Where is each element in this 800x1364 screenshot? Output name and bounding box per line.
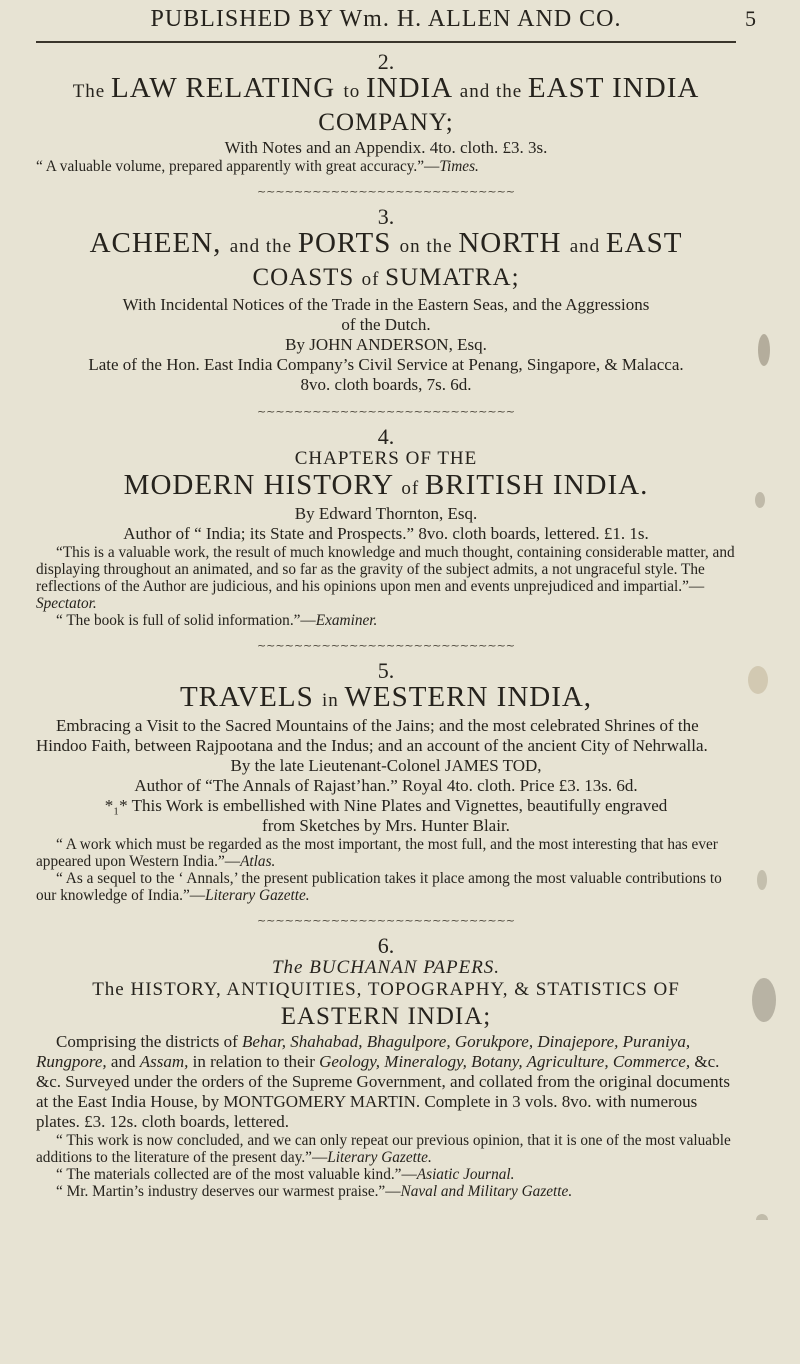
ornament-rule: ~~~~~~~~~~~~~~~~~~~~~~~~~~~~ [256, 914, 516, 927]
entry-review: “ This work is now concluded, and we can only repeat our previous opinion, that it is one of the most valuable additions to the literature of the present day.”—Literary Gazette. [36, 1132, 731, 1166]
entry-subtitle: With Incidental Notices of the Trade in the Eastern Seas, and the Aggressions [122, 295, 650, 314]
entry-affiliation: Late of the Hon. East India Company’s Civil Service at Penang, Singapore, & Malacca. [88, 355, 684, 374]
entry-3 [36, 206, 736, 418]
entry-details: Author of “ India; its State and Prospects.” 8vo. cloth boards, lettered. £1. 1s. [123, 524, 649, 543]
entry-4 [36, 426, 736, 652]
entry-title: TRAVELS in WESTERN INDIA, [179, 681, 593, 713]
entry-author: By Edward Thornton, Esq. [294, 504, 478, 523]
entry-5 [36, 660, 736, 927]
header-rule [36, 41, 736, 43]
entry-note: *₁* This Work is embellished with Nine Plates and Vignettes, beautifully engraved [104, 796, 668, 815]
entry-title-line2: COASTS of SUMATRA; [252, 264, 520, 291]
entry-number: 2. [377, 49, 395, 74]
ornament-rule: ~~~~~~~~~~~~~~~~~~~~~~~~~~~~ [256, 639, 516, 652]
entry-author: By the late Lieutenant-Colonel JAMES TOD, [230, 756, 542, 775]
entry-title-line3: EASTERN INDIA; [280, 1003, 492, 1030]
entry-review: “ The book is full of solid information.”—Examiner. [56, 612, 378, 629]
margin-stains [742, 320, 786, 1220]
ornament-rule: ~~~~~~~~~~~~~~~~~~~~~~~~~~~~ [256, 405, 516, 418]
entry-details: 8vo. cloth boards, 7s. 6d. [300, 375, 472, 394]
entry-title-line2: COMPANY; [318, 109, 454, 136]
entry-note-2: from Sketches by Mrs. Hunter Blair. [262, 816, 510, 835]
ornament-rule: ~~~~~~~~~~~~~~~~~~~~~~~~~~~~ [256, 185, 516, 198]
page-number: 5 [745, 6, 756, 31]
entry-review: “ A valuable volume, prepared apparently with great accuracy.”—Times. [36, 158, 479, 175]
entry-subtitle-2: of the Dutch. [341, 315, 431, 334]
entry-number: 4. [377, 424, 395, 449]
entry-details: Author of “The Annals of Rajast’han.” Royal 4to. cloth. Price £3. 13s. 6d. [134, 776, 638, 795]
entry-review: “ The materials collected are of the most valuable kind.”—Asiatic Journal. [56, 1166, 515, 1183]
entry-6 [36, 935, 736, 1200]
entry-title-line1: CHAPTERS OF THE [294, 448, 478, 469]
entry-description: Comprising the districts of Behar, Shahabad, Bhagulpore, Gorukpore, Dinajepore, Puraniya, Rungpore, and Assam, in relation to their Geology, Mineralogy, Botany, Agriculture, Commerce, &c. &c. Surveyed under the orders of the Supreme Government, and collated from the original documents at the East India House, by MONTGOMERY MARTIN. Complete in 3 vols. 8vo. with numerous plates. £3. 12s. cloth boards, lettered. [36, 1032, 730, 1131]
entry-title-line2: The HISTORY, ANTIQUITIES, TOPOGRAPHY, & STATISTICS OF [92, 979, 680, 1000]
running-head: PUBLISHED BY Wm. H. ALLEN AND CO. [150, 6, 622, 32]
entry-title-line1: The BUCHANAN PAPERS. [271, 957, 501, 978]
entry-title: ACHEEN, and the PORTS on the NORTH and EAST [89, 227, 683, 259]
entry-number: 5. [377, 658, 395, 683]
entry-review: “ As a sequel to the ‘ Annals,’ the present publication takes it place among the most valuable contributions to our knowledge of India.”—Literary Gazette. [36, 870, 722, 904]
entry-title: MODERN HISTORY of BRITISH INDIA. [123, 469, 649, 501]
entry-number: 6. [377, 933, 395, 958]
entry-details: With Notes and an Appendix. 4to. cloth. £3. 3s. [224, 138, 548, 157]
entry-review: “This is a valuable work, the result of much knowledge and much thought, containing considerable matter, and displaying throughout an animated, and so far as the gravity of the subject admits, a not ungraceful style. The reflections of the Author are judicious, and his opinions upon men and events unprejudiced and impartial.”—Spectator. [36, 544, 735, 612]
entry-review: “ A work which must be regarded as the most important, the most full, and the most interesting that has ever appeared upon Western India.”—Atlas. [36, 836, 718, 870]
entry-number: 3. [377, 204, 395, 229]
entry-title: The LAW RELATING to INDIA and the EAST INDIA [72, 72, 700, 104]
entry-description: Embracing a Visit to the Sacred Mountains of the Jains; and the most celebrated Shrines of the Hindoo Faith, between Rajpootana and the Indus; and an account of the ancient City of Nehrwalla. [36, 716, 708, 755]
entry-author: By JOHN ANDERSON, Esq. [285, 335, 487, 354]
entry-2 [36, 51, 736, 198]
entry-review: “ Mr. Martin’s industry deserves our warmest praise.”—Naval and Military Gazette. [56, 1183, 573, 1200]
